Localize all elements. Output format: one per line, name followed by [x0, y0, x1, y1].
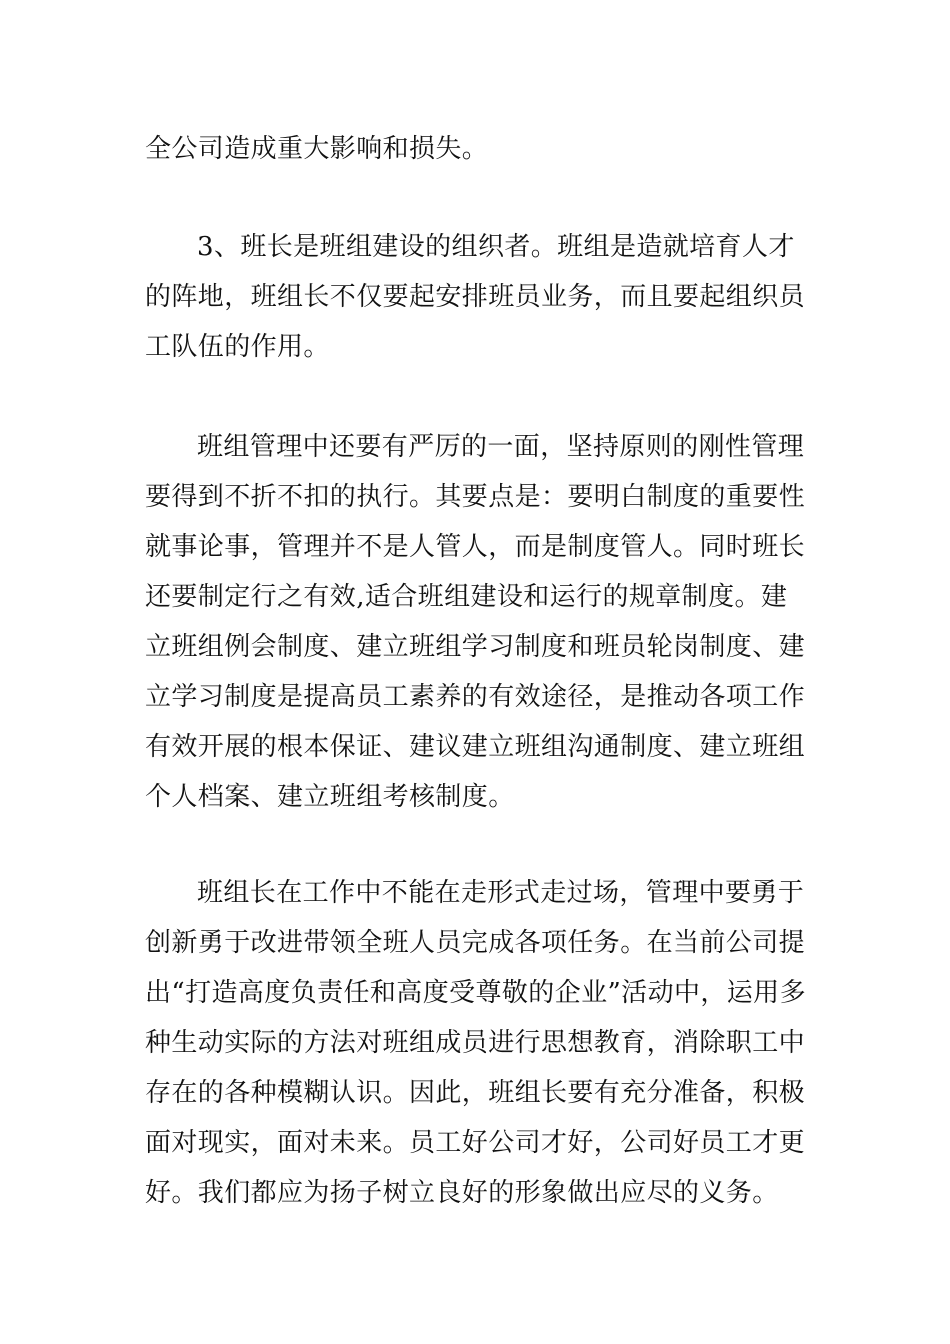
paragraph-team-leader-innovation: 班组长在工作中不能在走形式走过场，管理中要勇于创新勇于改进带领全班人员完成各项任务。在当前公司提出“打造高度负责任和高度受尊敬的企业”活动中，运用多种生动实际的方法对班组成员进行思想教育，消除职工中存在的各种模糊认识。因此，班组长要有充分准备，积极面对现实，面对未来。员工好公司才好，公司好员工才更好。我们都应为扬子树立良好的形象做出应尽的义务。 — [145, 878, 806, 1208]
paragraph-continuation: 全公司造成重大影响和损失。 — [145, 134, 489, 164]
paragraph-item-3: 3、班长是班组建设的组织者。班组是造就培育人才的阵地，班组长不仅要起安排班员业务，而且要起组织员工队伍的作用。 — [145, 232, 806, 362]
paragraph-rigid-management: 班组管理中还要有严厉的一面，坚持原则的刚性管理要得到不折不扣的执行。其要点是：要明白制度的重要性就事论事，管理并不是人管人，而是制度管人。同时班长还要制定行之有效,适合班组建设和运行的规章制度。建立班组例会制度、建立班组学习制度和班员轮岗制度、建立学习制度是提高员工素养的有效途径，是推动各项工作有效开展的根本保证、建议建立班组沟通制度、建立班组个人档案、建立班组考核制度。 — [145, 432, 806, 812]
